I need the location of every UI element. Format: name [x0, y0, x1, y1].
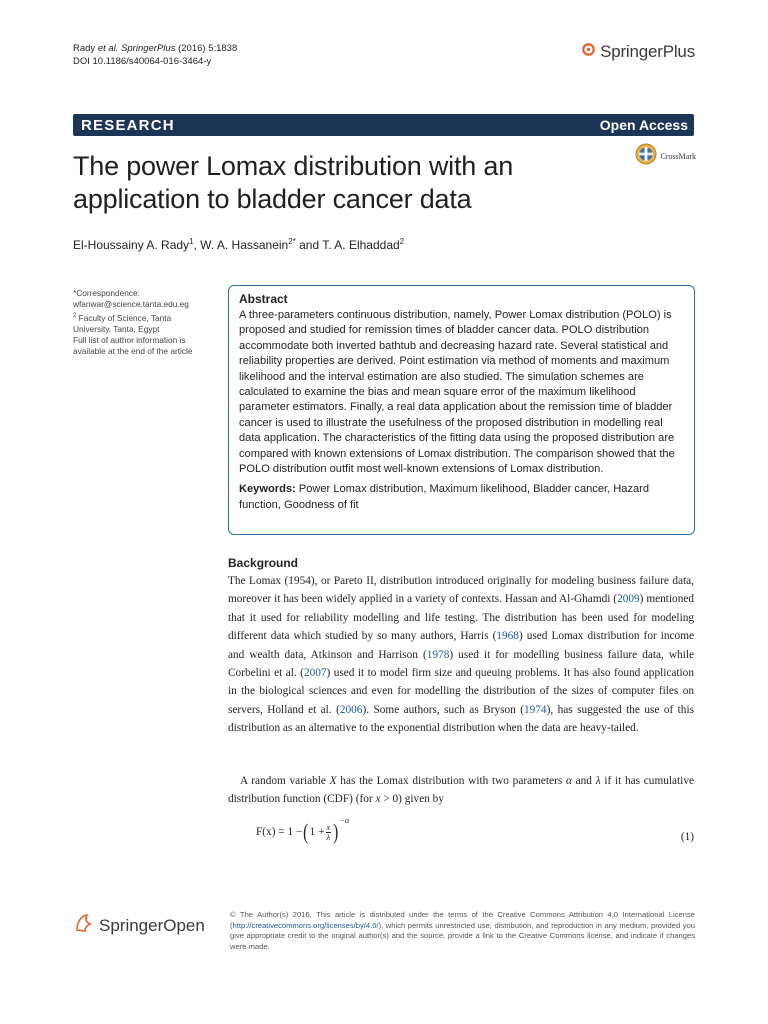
crossmark-icon: [635, 143, 657, 170]
fraction-x-over-lambda: [326, 823, 332, 842]
author-2[interactable]: , W. A. Hassanein: [193, 238, 289, 252]
section-heading-background: Background: [228, 556, 299, 570]
text-run: ), which permits unrestricted use, distribution, and reproduction in any medium, provided you give appropriate credit to the original author(s) and the source, provide a link to the Creative Commons license, and indicate if changes were made.: [230, 920, 695, 951]
abstract-text: A three-parameters continuous distribution, namely, Power Lomax distribution (POLO) is proposed and studied for remission times of bladder cancer data. POLO distribution accommodate both inverted bathtub and decreasing hazard rate. Several statistical and reliability properties are derived. Point estimation via method of moments and maximum likelihood and the interval estimation are also studied. The simulation schemes are calculated to examine the bias and mean square error of the maximum likelihood parameter estimators. Finally, a real data application about the remission time of bladder cancer is used to illustrate the usefulness of the proposed distribution in modelling real data application. The characteristics of the fitting data using the proposed distribution are compared with known extensions of Lomax distribution. The comparison showed that the POLO distribution outfit most well-known extensions of Lomax distribution.: [239, 309, 675, 476]
keywords-text: Power Lomax distribution, Maximum likelihood, Bladder cancer, Hazard function, Goodness of fit: [239, 483, 650, 511]
text-run: > 0) given by: [380, 793, 444, 806]
author-1[interactable]: El-Houssainy A. Rady: [73, 238, 190, 252]
text-run: ) mentioned that it used for reliability modelling and life testing. The distribution has been used for modeling different data which studied by so many authors, Harris (: [228, 593, 694, 643]
springerplus-logo[interactable]: [582, 42, 695, 62]
body-paragraph-2: [228, 772, 694, 809]
variable-x: X: [329, 775, 337, 787]
citation-header: [73, 42, 237, 68]
article-title: The power Lomax distribution with an application to bladder cancer data: [73, 151, 514, 214]
left-paren: (: [303, 819, 309, 844]
crossmark-label: CrossMark: [660, 152, 696, 161]
author-3[interactable]: and T. A. Elhaddad: [295, 238, 400, 252]
text-run: ). Some authors, such as Bryson (: [362, 703, 524, 716]
springer-open-icon: [73, 912, 95, 939]
cite-year-volume: (2016) 5:1838: [175, 43, 238, 54]
symbol-lambda: λ: [595, 775, 601, 787]
affiliation-text: Faculty of Science, Tanta University, Tanta, Egypt: [73, 312, 172, 334]
text-run: ) used it for modelling business failure data, while Corbelini et al. (: [228, 648, 694, 680]
text-run: © The Author(s) 2016. This article is distributed under the terms of the Creative Commons Attribution 4.0 International License (: [230, 910, 695, 930]
text-run: and: [571, 775, 596, 787]
keywords: [239, 482, 684, 513]
crossmark-badge[interactable]: [635, 143, 696, 170]
citation-link[interactable]: 1978: [426, 648, 450, 661]
affiliation: [73, 311, 203, 335]
variable-x-lower: x: [375, 793, 381, 806]
text-run: A random variable: [240, 775, 330, 787]
citation-link[interactable]: 2007: [303, 667, 327, 680]
keywords-label: Keywords:: [239, 483, 296, 496]
doi[interactable]: DOI 10.1186/s40064-016-3464-y: [73, 56, 212, 67]
affiliation-number: 2: [73, 312, 77, 319]
correspondence-label: *Correspondence:: [73, 288, 140, 298]
symbol-alpha: α: [565, 775, 572, 787]
author-info-note: Full list of author information is available at the end of the article: [73, 334, 193, 357]
correspondence-note: [73, 288, 203, 358]
equation-exponent: −α: [339, 815, 350, 825]
citation-link[interactable]: 1968: [496, 630, 519, 643]
springer-horse-icon: [582, 43, 595, 61]
author-3-affiliation: 2: [399, 237, 405, 246]
article-type: RESEARCH: [81, 116, 175, 134]
license-statement: [230, 910, 695, 952]
fraction-denominator: λ: [326, 831, 331, 842]
author-1-affiliation: 1: [189, 237, 194, 246]
text-run: ), has suggested the use of this distribution as an alternative to the exponential distribution when the data are heavy-tailed.: [228, 703, 694, 735]
cite-author: Rady: [73, 43, 96, 54]
correspondence-email[interactable]: wfanwar@science.tanta.edu.eg: [73, 299, 189, 310]
right-paren: ): [333, 819, 339, 844]
text-run: ) used Lomax distribution for income and wealth data, Atkinson and Harrison (: [228, 630, 694, 661]
equation-number: (1): [680, 831, 694, 843]
text-run: ) used it to model firm size and queuing problems. It has also found application in the biological sciences and even for modelling the distribution of the sizes of computer files on servers, Holland et al. (: [228, 667, 694, 716]
fraction-numerator: x: [326, 821, 331, 832]
equation-lhs: F(x) = 1 −: [256, 826, 303, 838]
citation-link[interactable]: 2009: [617, 593, 640, 606]
body-paragraph-1: [228, 572, 694, 738]
citation-link[interactable]: 2006: [339, 703, 363, 716]
article-type-banner: [73, 114, 694, 136]
author-2-affiliation: 2*: [288, 237, 296, 246]
equation-one-plus: 1 +: [309, 826, 325, 838]
text-run: The Lomax (1954), or Pareto II, distribution introduced originally for modeling business failure data, moreover it has been widely applied in a variety of contexts. Hassan and Al-Ghamdi (: [228, 575, 694, 606]
license-link[interactable]: http://creativecommons.org/licenses/by/4.0/: [232, 920, 379, 930]
springeropen-logo-text: SpringerOpen: [99, 915, 205, 935]
journal-logo-text: SpringerPlus: [600, 42, 695, 61]
abstract-box: [228, 285, 695, 535]
open-access-label: Open Access: [599, 117, 688, 133]
springeropen-logo[interactable]: [73, 912, 205, 939]
equation-cdf: [256, 815, 350, 844]
text-run: if it has cumulative distribution function (CDF) (for: [228, 775, 694, 806]
cite-journal: et al. SpringerPlus: [97, 43, 176, 54]
citation-link[interactable]: 1974: [523, 703, 547, 716]
author-list: [73, 237, 404, 252]
abstract-heading: Abstract: [239, 292, 288, 306]
text-run: has the Lomax distribution with two parameters: [336, 775, 566, 787]
